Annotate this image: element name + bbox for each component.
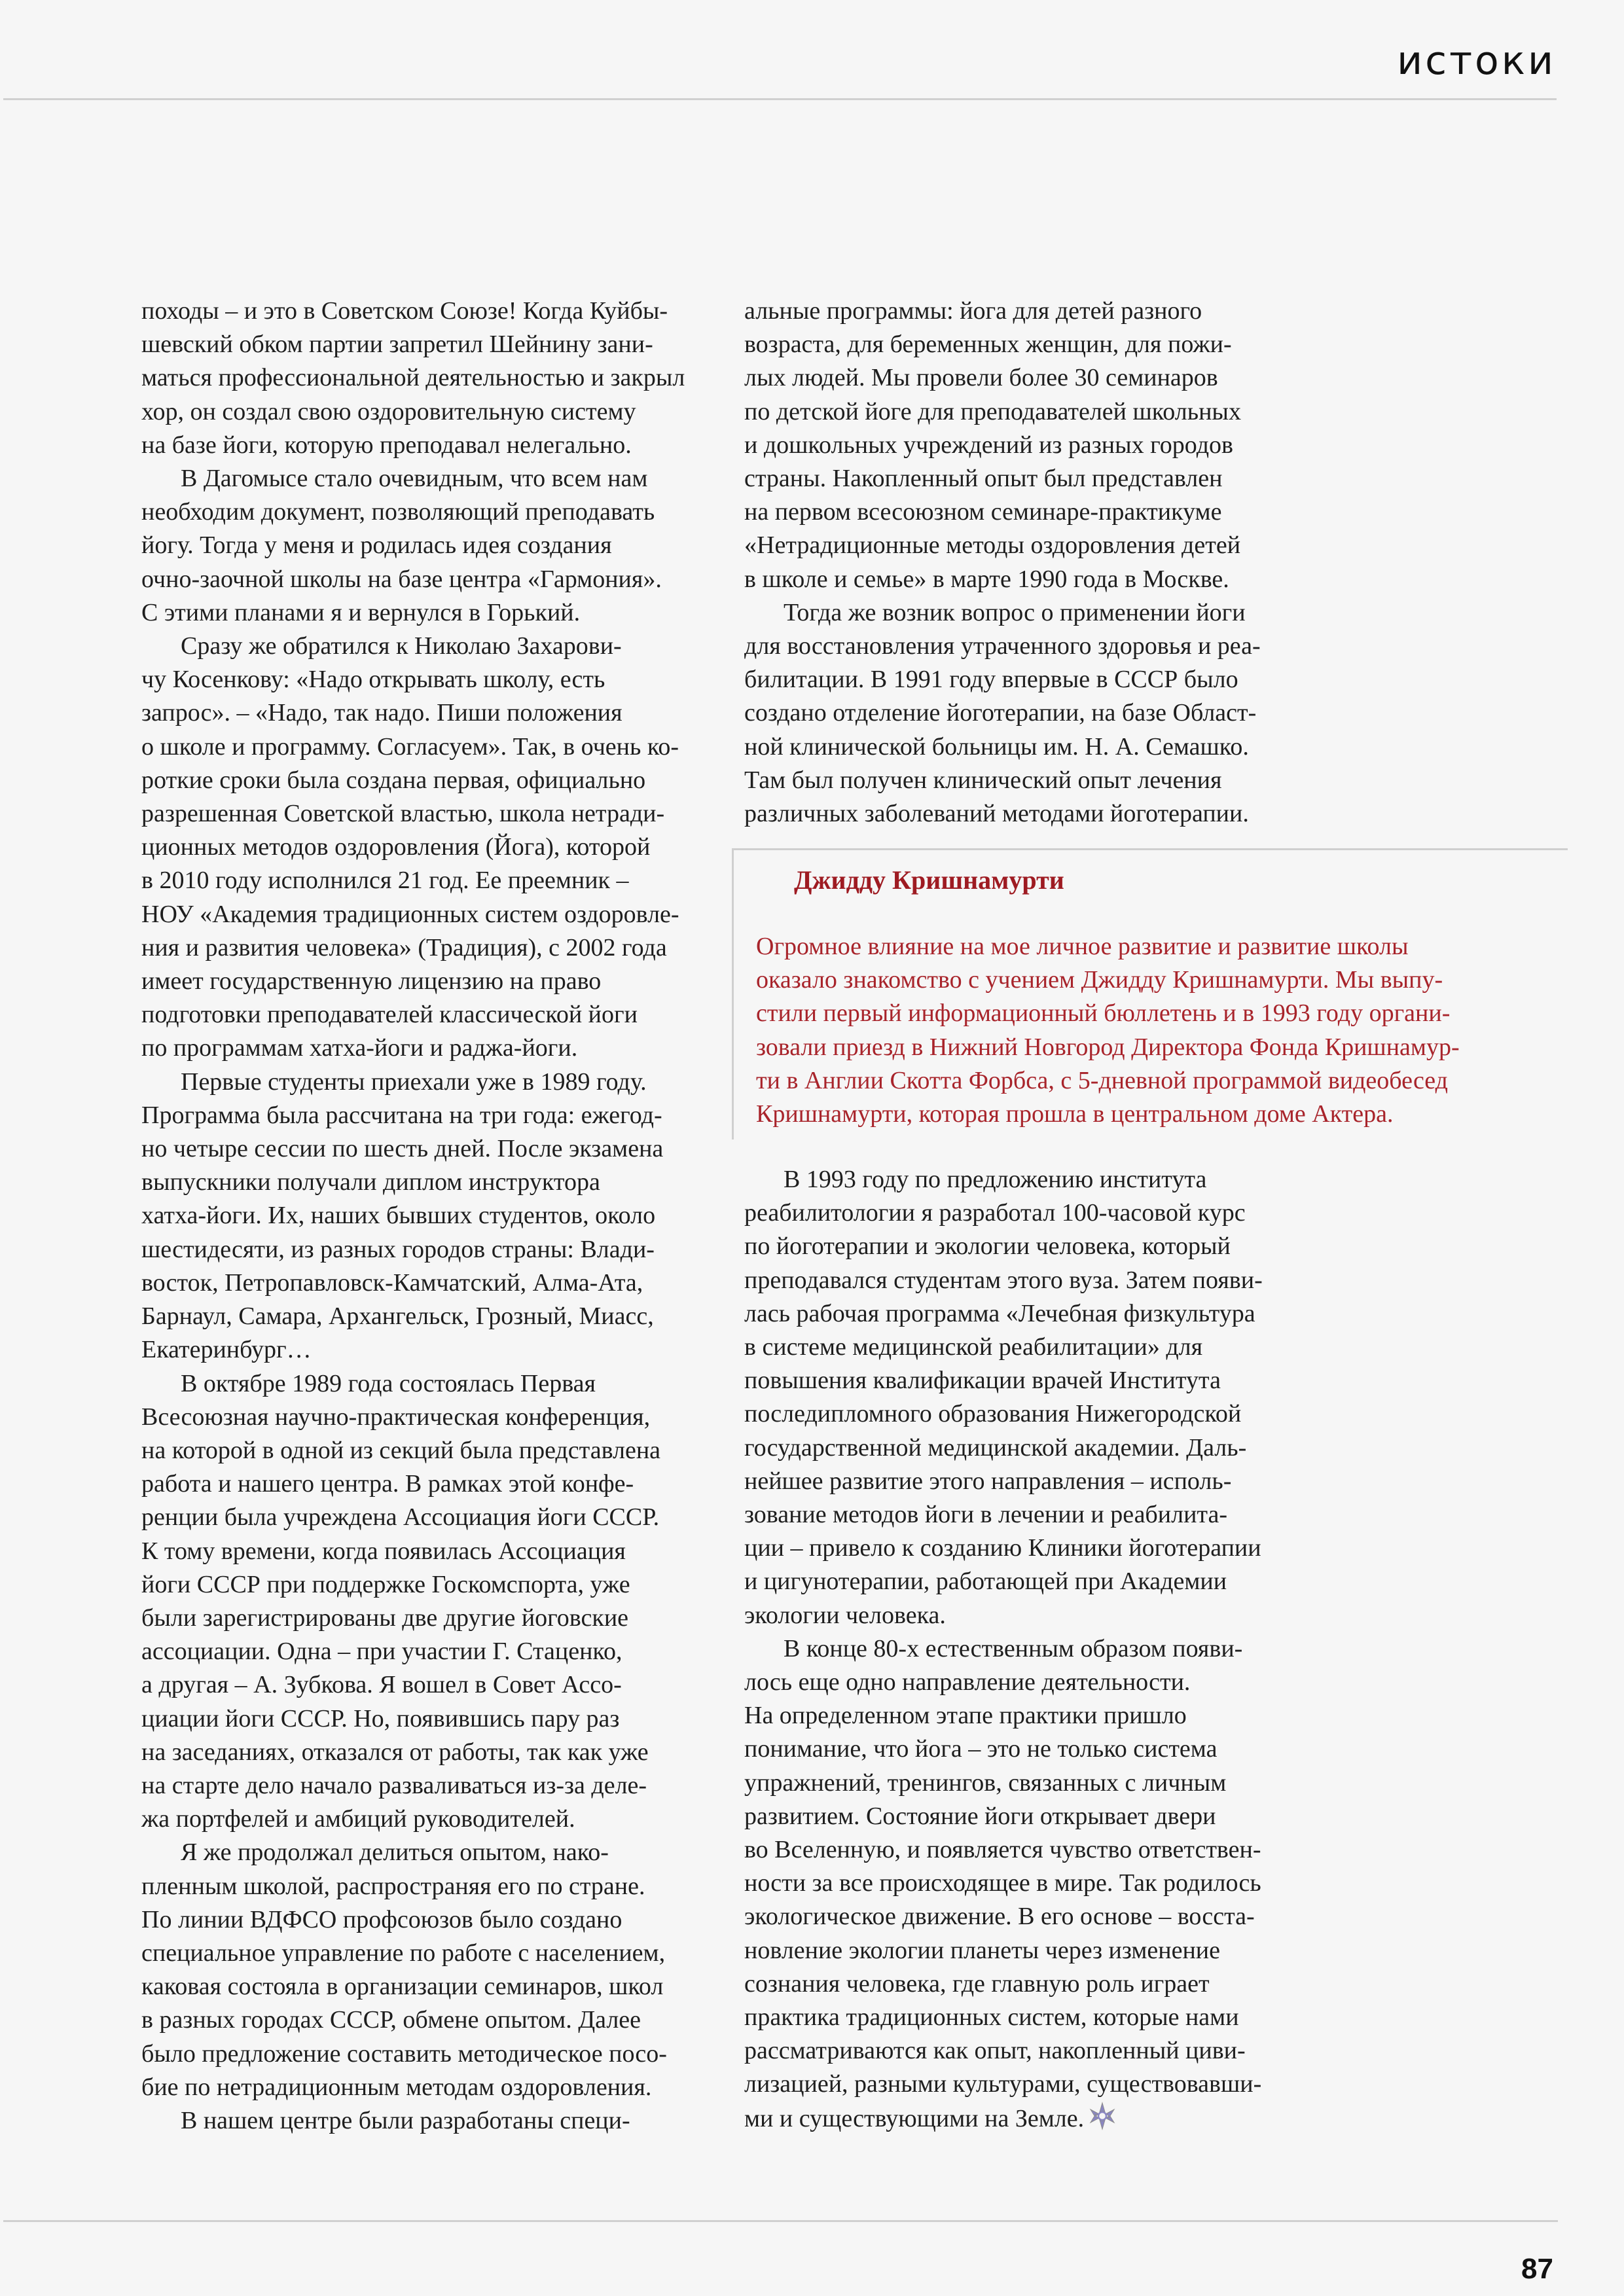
text-line: «Нетрадиционные методы оздоровления детей [744, 531, 1241, 560]
text-line: в разных городах СССР, обмене опытом. Далее [141, 2006, 641, 2034]
text-line: альные программы: йога для детей разного [744, 297, 1202, 325]
text-line: возраста, для беременных женщин, для пожи- [744, 331, 1232, 359]
text-line: во Вселенную, и появляется чувство ответствен- [744, 1836, 1261, 1864]
text-line: походы – и это в Советском Союзе! Когда Куйбы- [141, 297, 668, 325]
text-line: роткие сроки была создана первая, официально [141, 766, 646, 794]
text-line: на старте дело начало разваливаться из-за деле- [141, 1771, 647, 1799]
text-line: ционных методов оздоровления (Йога), которой [141, 833, 651, 861]
text-line: ности за все происходящее в мире. Так родилось [744, 1869, 1261, 1897]
text-line: пленным школой, распространяя его по стране. [141, 1872, 645, 1900]
text-line: шестидесяти, из разных городов страны: Влади- [141, 1235, 655, 1263]
text-line: работа и нашего центра. В рамках этой конфе- [141, 1470, 634, 1498]
header-rule [3, 98, 1557, 100]
text-line: по йоготерапии и экологии человека, который [744, 1232, 1231, 1261]
right-column-bottom [744, 1163, 1333, 2136]
footer-rule [3, 2220, 1558, 2222]
sidebar-line: зовали приезд в Нижний Новгород Директора Фонда Кришнамур- [756, 1033, 1460, 1061]
text-line: государственной медицинской академии. Даль- [744, 1433, 1247, 1462]
text-line: и дошкольных учреждений из разных городов [744, 431, 1233, 459]
text-line: Там был получен клинический опыт лечения [744, 766, 1222, 794]
text-line: преподавался студентам этого вуза. Затем появи- [744, 1266, 1263, 1294]
text-line: Екатеринбург… [141, 1336, 312, 1364]
text-line: йоги СССР при поддержке Госкомспорта, уже [141, 1570, 630, 1598]
text-line: для восстановления утраченного здоровья и реа- [744, 632, 1261, 660]
text-line: восток, Петропавловск-Камчатский, Алма-Ата, [141, 1268, 643, 1297]
text-line: хатха-йоги. Их, наших бывших студентов, около [141, 1202, 656, 1230]
text-line: Сразу же обратился к Николаю Захарови- [181, 632, 622, 660]
sidebar-title: Джидду Кришнамурти [794, 865, 1064, 895]
text-line: было предложение составить методическое посо- [141, 2039, 667, 2068]
text-line: необходим документ, позволяющий преподавать [141, 498, 655, 526]
text-line: Всесоюзная научно-практическая конференция, [141, 1403, 651, 1431]
text-line: по программам хатха-йоги и раджа-йоги. [141, 1034, 578, 1062]
text-line: лась рабочая программа «Лечебная физкультура [744, 1299, 1255, 1327]
page-number: 87 [1521, 2253, 1553, 2285]
text-line: рассматриваются как опыт, накопленный циви- [744, 2037, 1246, 2065]
text-line: очно-заочной школы на базе центра «Гармония». [141, 565, 662, 593]
last-line-text: ми и существующими на Земле. [744, 2104, 1085, 2132]
text-line: в школе и семье» в марте 1990 года в Москве. [744, 565, 1229, 593]
text-line: и цигунотерапии, работающей при Академии [744, 1568, 1227, 1596]
text-line: новление экологии планеты через изменение [744, 1936, 1220, 1964]
sidebar-box [732, 848, 1568, 1139]
text-line: На определенном этапе практики пришло [744, 1702, 1187, 1730]
text-line: Я же продолжал делиться опытом, нако- [181, 1839, 609, 1867]
sidebar-line: Кришнамурти, которая прошла в центральном доме Актера. [756, 1100, 1394, 1128]
sidebar-line: оказало знакомство с учением Джидду Кришнамурти. Мы выпу- [756, 966, 1443, 994]
text-line: шевский обком партии запретил Шейнину зани- [141, 331, 653, 359]
text-line: лось еще одно направление деятельности. [744, 1668, 1191, 1696]
text-line: по детской йоге для преподавателей школьных [744, 397, 1241, 425]
text-line: экологии человека. [744, 1601, 946, 1629]
text-line: в системе медицинской реабилитации» для [744, 1333, 1203, 1361]
text-line: ренции была учреждена Ассоциация йоги СССР. [141, 1503, 660, 1532]
text-line: о школе и программу. Согласуем». Так, в очень ко- [141, 732, 679, 761]
text-line: жа портфелей и амбиций руководителей. [141, 1805, 575, 1833]
text-line: ассоциации. Одна – при участии Г. Стаценко, [141, 1638, 623, 1666]
text-line: на первом всесоюзном семинаре-практикуме [744, 498, 1222, 526]
text-line: создано отделение йоготерапии, на базе Област- [744, 699, 1257, 727]
text-line: каковая состояла в организации семинаров, школ [141, 1973, 664, 2001]
text-line: страны. Накопленный опыт был представлен [744, 465, 1223, 493]
text-line: выпускники получали диплом инструктора [141, 1168, 600, 1196]
sidebar-body [756, 930, 1460, 1131]
text-line: были зарегистрированы две другие йоговские [141, 1604, 629, 1632]
sidebar-line: стили первый информационный бюллетень и в 1993 году органи- [756, 999, 1451, 1028]
text-line: реабилитологии я разработал 100-часовой курс [744, 1199, 1246, 1227]
text-line: нейшее развитие этого направления – исполь- [744, 1467, 1232, 1495]
left-column [141, 295, 717, 2138]
text-line: ной клинической больницы им. Н. А. Семашко. [744, 732, 1249, 761]
text-line: билитации. В 1991 году впервые в СССР было [744, 666, 1238, 694]
text-line: маться профессиональной деятельностью и закрыл [141, 364, 685, 392]
text-line: В октябре 1989 года состоялась Первая [181, 1369, 596, 1397]
text-line: на заседаниях, отказался от работы, так как уже [141, 1738, 649, 1766]
text-line: Программа была рассчитана на три года: ежегод- [141, 1101, 662, 1129]
text-line: В конце 80-х естественным образом появи- [784, 1634, 1243, 1662]
text-line: подготовки преподавателей классической йоги [141, 1001, 638, 1029]
text-line: В 1993 году по предложению института [784, 1166, 1207, 1193]
paragraph-last-line [744, 2102, 1333, 2136]
text-line: последипломного образования Нижегородской [744, 1400, 1242, 1428]
text-line: а другая – А. Зубкова. Я вошел в Совет Ассо- [141, 1671, 622, 1699]
text-line: практика традиционных систем, которые нами [744, 2003, 1239, 2032]
text-line: зование методов йоги в лечении и реабилита- [744, 1501, 1227, 1529]
text-line: различных заболеваний методами йоготерапии. [744, 800, 1249, 828]
text-line: Тогда же возник вопрос о применении йоги [784, 598, 1246, 626]
text-line: на базе йоги, которую преподавал нелегально. [141, 431, 632, 459]
text-line: экологическое движение. В его основе – восста- [744, 1903, 1255, 1931]
text-line: сознания человека, где главную роль играет [744, 1969, 1210, 1998]
section-title: истоки [1397, 38, 1556, 84]
text-line: развитием. Состояние йоги открывает двери [744, 1802, 1216, 1830]
right-column-top [744, 295, 1320, 831]
text-line: ции – привело к созданию Клиники йоготерапии [744, 1534, 1261, 1562]
star-end-mark-icon [1088, 2102, 1117, 2130]
text-line: но четыре сессии по шесть дней. После экзамена [141, 1135, 664, 1163]
text-line: разрешенная Советской властью, школа нетради- [141, 800, 665, 828]
text-line: Первые студенты приехали уже в 1989 году. [181, 1067, 647, 1096]
text-line: К тому времени, когда появилась Ассоциация [141, 1537, 626, 1565]
text-line: циации йоги СССР. Но, появившись пару раз [141, 1704, 620, 1732]
text-line: упражнений, тренингов, связанных с личным [744, 1768, 1227, 1797]
text-line: в 2010 году исполнился 21 год. Ее преемник – [141, 867, 629, 895]
text-line: С этими планами я и вернулся в Горький. [141, 598, 581, 626]
text-line: ния и развития человека» (Традиция), с 2002 года [141, 933, 667, 961]
sidebar-line: ти в Англии Скотта Форбса, с 5-дневной программой видеобесед [756, 1066, 1448, 1094]
text-line: йогу. Тогда у меня и родилась идея создания [141, 531, 612, 560]
text-line: Барнаул, Самара, Архангельск, Грозный, Миасс, [141, 1302, 654, 1331]
text-line: на которой в одной из секций была представлена [141, 1436, 661, 1464]
text-line: повышения квалификации врачей Института [744, 1367, 1221, 1395]
text-line: чу Косенкову: «Надо открывать школу, есть [141, 666, 605, 694]
text-line: бие по нетрадиционным методам оздоровления. [141, 2073, 652, 2101]
text-line: В Дагомысе стало очевидным, что всем нам [181, 465, 648, 493]
text-line: НОУ «Академия традиционных систем оздоровле- [141, 900, 679, 928]
text-line: В нашем центре были разработаны специ- [181, 2106, 630, 2134]
sidebar-line: Огромное влияние на мое личное развитие и развитие школы [756, 933, 1409, 960]
text-line: понимание, что йога – это не только система [744, 1735, 1218, 1763]
text-line: имеет государственную лицензию на право [141, 967, 602, 996]
text-line: лых людей. Мы провели более 30 семинаров [744, 364, 1218, 392]
text-line: хор, он создал свою оздоровительную систему [141, 397, 636, 425]
text-line: специальное управление по работе с населением, [141, 1939, 666, 1967]
text-line: По линии ВДФСО профсоюзов было создано [141, 1905, 623, 1933]
text-line: запрос». – «Надо, так надо. Пиши положения [141, 699, 623, 727]
text-line: лизацией, разными культурами, существовавши- [744, 2070, 1262, 2098]
